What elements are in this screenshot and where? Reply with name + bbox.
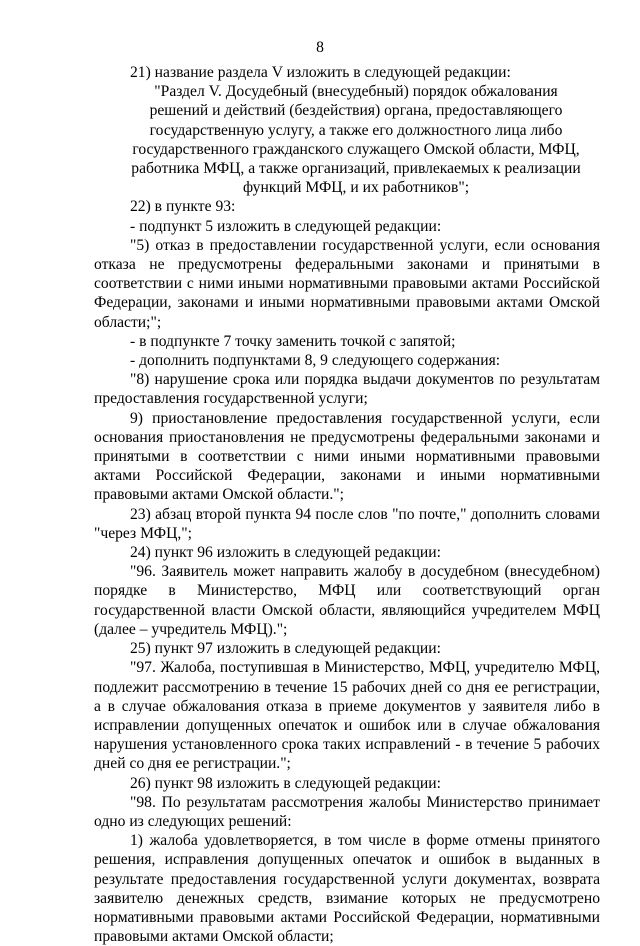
list-item-subpoints-8-9: - дополнить подпунктами 8, 9 следующего содержания: [130, 352, 501, 370]
paragraph-24: 24) пункт 96 изложить в следующей редакции: [130, 544, 441, 562]
section-title-block [94, 82, 600, 197]
paragraph-23: 23) абзац второй пункта 94 после слов "по почте," дополнить словами "через МФЦ,"; [94, 505, 600, 542]
paragraph-21: 21) название раздела V изложить в следующей редакции: [130, 64, 511, 81]
paragraph-22: 22) в пункте 93: [130, 198, 236, 216]
document-body [94, 63, 600, 946]
section-title-line: функций МФЦ, и их работников"; [242, 179, 470, 197]
list-item-subpoint-7: - в подпункте 7 точку заменить точкой с запятой; [130, 332, 456, 350]
section-title-line: работника МФЦ, а также организаций, привлекаемых к реализации [131, 160, 581, 178]
quote-point-96: "96. Заявитель может направить жалобу в досудебном (внесудебном) порядке в Министерство, МФЦ или соответствующий орган государственной власти Омской области, являющийся учредителем МФЦ (далее – учредитель МФЦ)."; [94, 563, 600, 638]
section-title-line: "Раздел V. Досудебный (внесудебный) порядок обжалования [154, 83, 558, 101]
list-item-subpoint-5: - подпункт 5 изложить в следующей редакции: [130, 217, 442, 235]
quote-point-97: "97. Жалоба, поступившая в Министерство, МФЦ, учредителю МФЦ, подлежит рассмотрению в течение 15 рабочих дней со дня ее регистрации, а в случае обжалования отказа в приеме документов у заявителя либо в исправлении допущенных опечаток и ошибок или в случае обжалования нарушения установленного срока таких исправлений - в течение 5 рабочих дней со дня ее регистрации."; [94, 659, 600, 773]
quote-point-98: "98. По результатам рассмотрения жалобы Министерство принимает одно из следующих решений: [94, 793, 600, 830]
section-title-line: государственного гражданского служащего Омской области, МФЦ, [132, 140, 580, 158]
page-number: 8 [316, 39, 324, 56]
section-title-line: государственную услугу, а также его должностного лица либо [149, 121, 563, 139]
quote-subpoint-5: "5) отказ в предоставлении государственной услуги, если основания отказа не предусмотрены федеральными законами и принятыми в соответствии с ними иными нормативными правовыми актами Российской Федерации, законами и иными нормативными правовыми актами Омской области;"; [94, 236, 600, 331]
paragraph-25: 25) пункт 97 изложить в следующей редакции: [130, 640, 441, 658]
quote-subpoint-8: "8) нарушение срока или порядка выдачи документов по результатам предоставления государственной услуги; [94, 371, 600, 408]
section-title-line: решений и действий (бездействия) органа, предоставляющего [149, 102, 563, 120]
quote-point-98-item-1: 1) жалоба удовлетворяется, в том числе в форме отмены принятого решения, исправления допущенных опечаток и ошибок в выданных в результате предоставления государственной услуги документах, возврата заявителю денежных средств, взимание которых не предусмотрено нормативными правовыми актами Российской Федерации, нормативными правовыми актами Омской области; [94, 832, 600, 946]
paragraph-26: 26) пункт 98 изложить в следующей редакции: [130, 774, 441, 792]
quote-subpoint-9: 9) приостановление предоставления государственной услуги, если основания приостановления не предусмотрены федеральными законами и принятыми в соответствии с ними иными нормативными правовыми актами Российской Федерации, законами и иными нормативными правовыми актами Омской области."; [94, 409, 600, 504]
